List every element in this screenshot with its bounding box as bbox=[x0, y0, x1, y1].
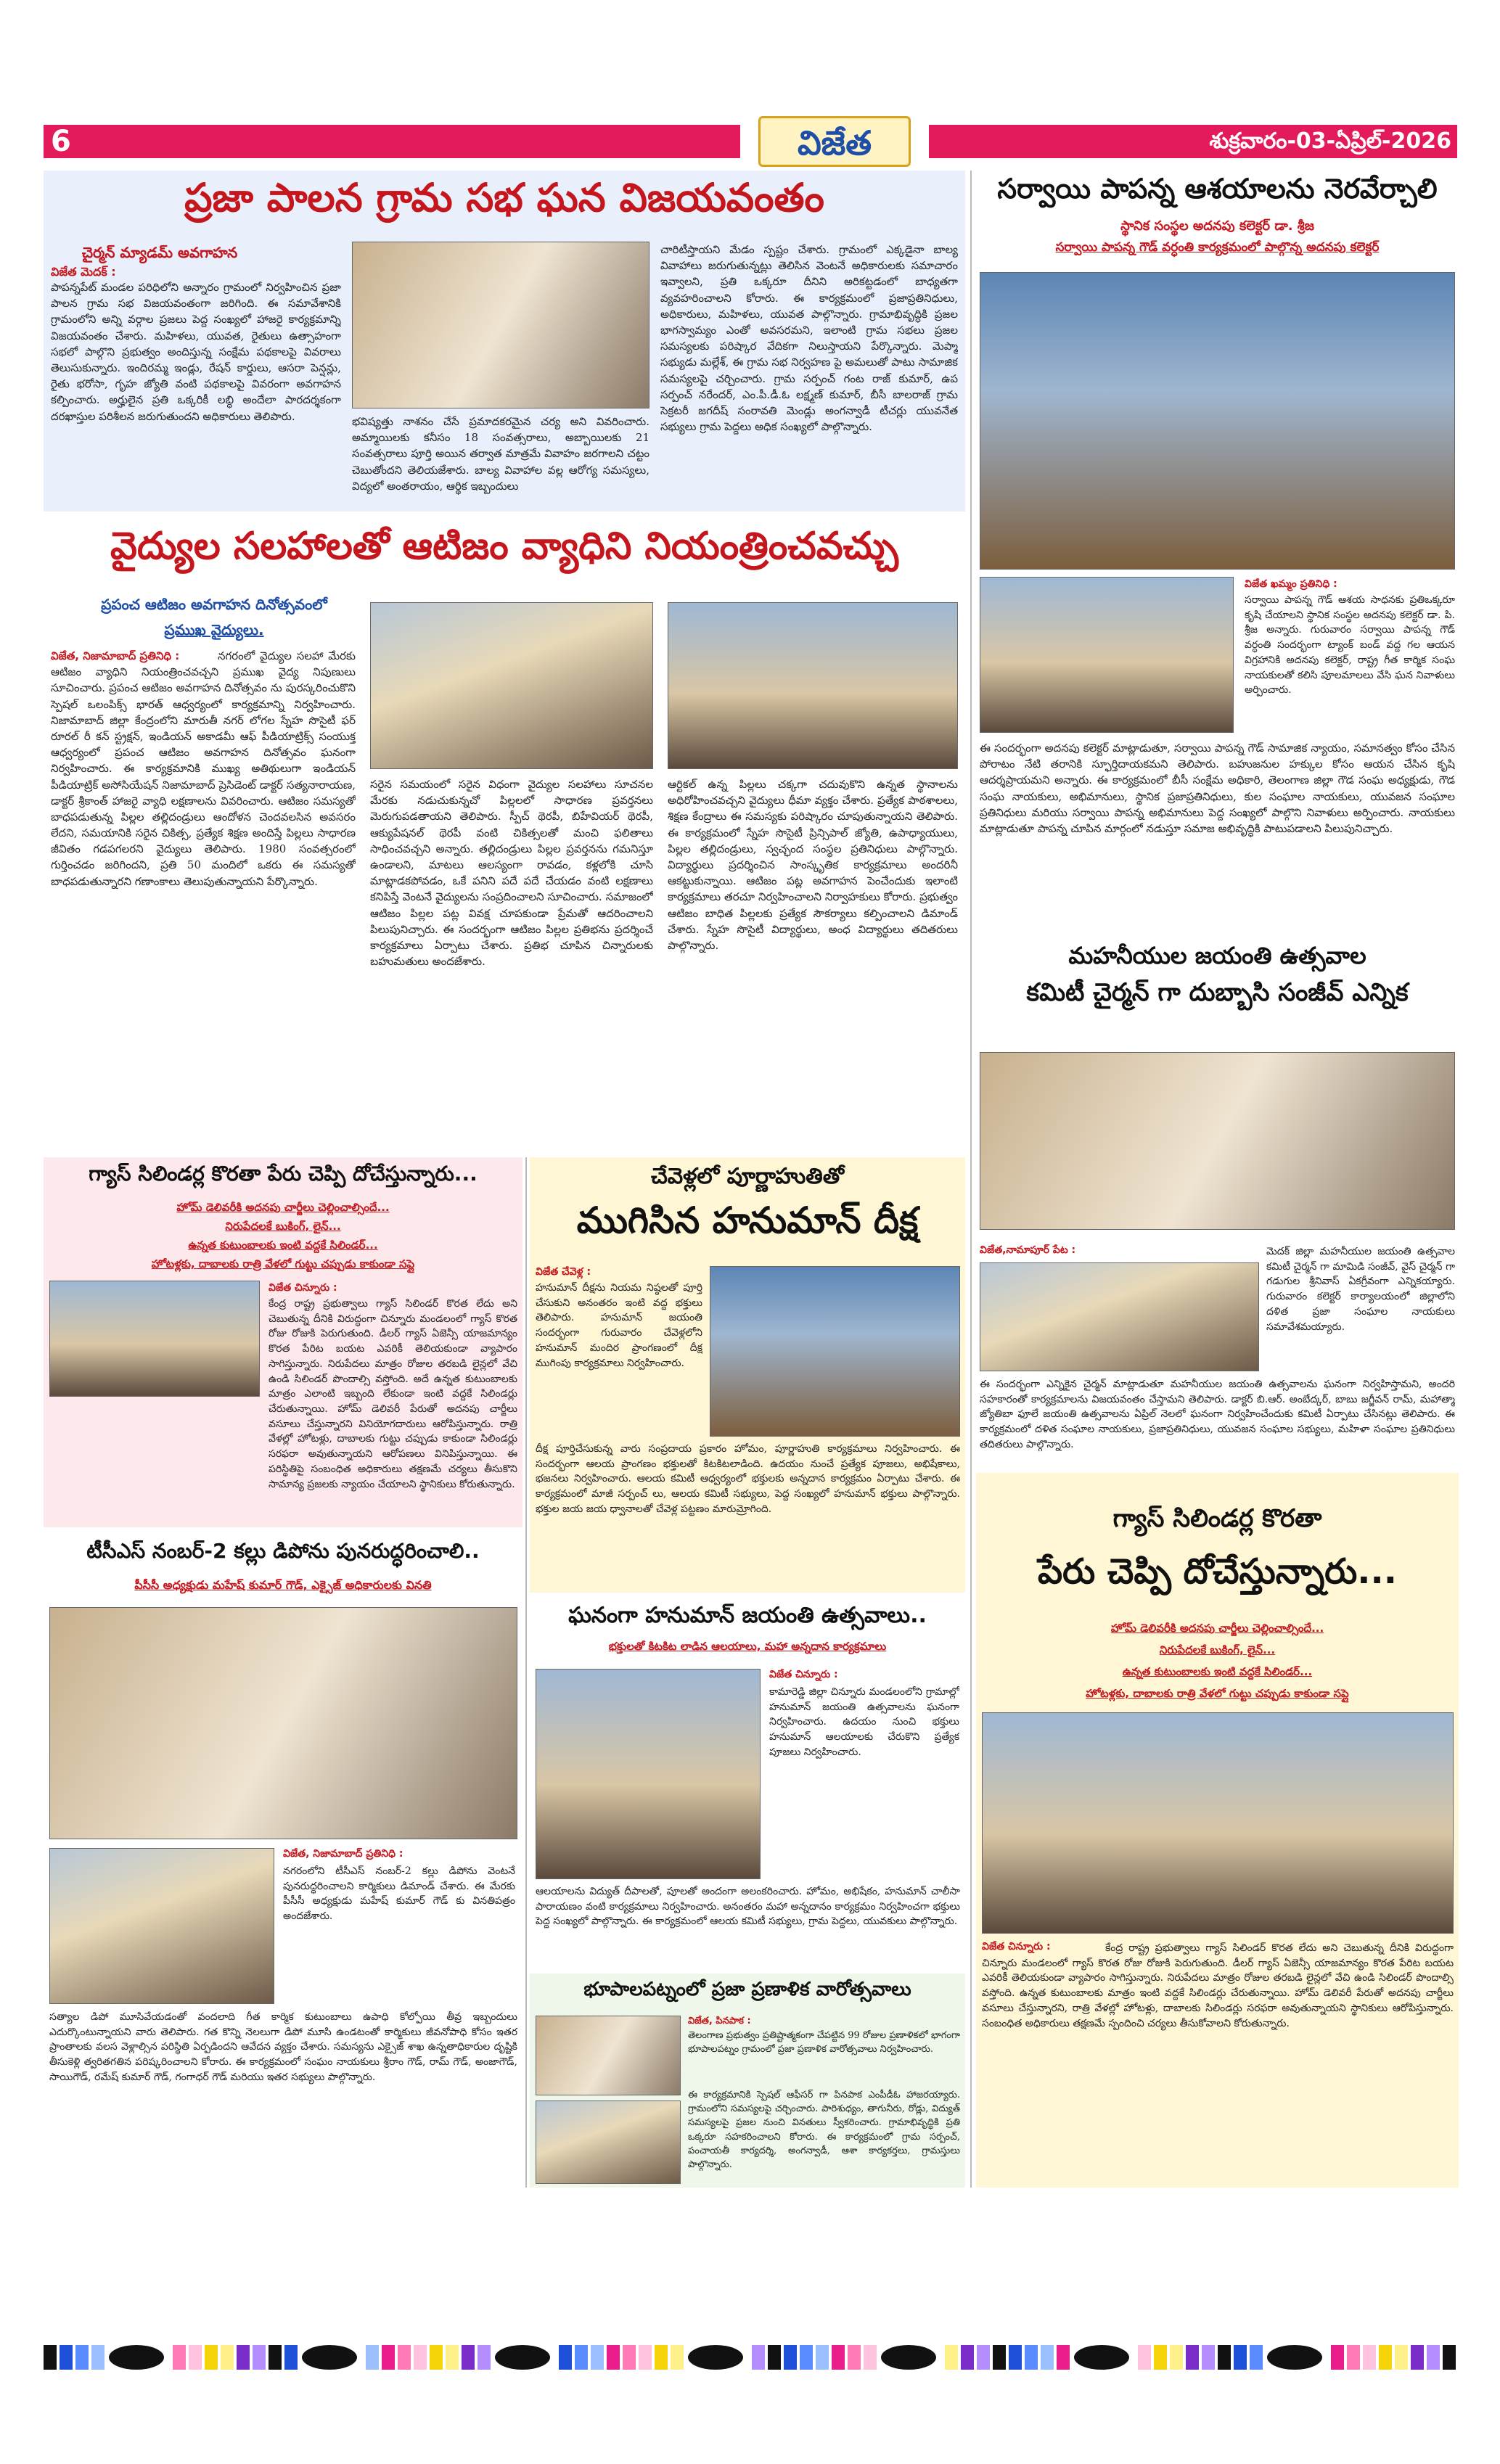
article6-headline: టీసీఎస్ నంబర్-2 కల్లు డిపోను పునరుద్ధరించాలి.. bbox=[86, 1539, 480, 1563]
article5-byline: విజేత చిన్నూరు : bbox=[269, 1282, 337, 1294]
article-papanna bbox=[976, 171, 1459, 932]
masthead bbox=[44, 116, 1457, 167]
registration-swatch bbox=[173, 2345, 186, 2370]
registration-swatch bbox=[414, 2345, 427, 2370]
article8-byline: విజేత చిన్నూరు : bbox=[769, 1669, 838, 1680]
registration-swatch bbox=[430, 2345, 443, 2370]
registration-swatch bbox=[961, 2345, 974, 2370]
registration-swatch bbox=[1395, 2345, 1408, 2370]
article-kallu-depot bbox=[44, 1535, 522, 2188]
article1-col2: భవిష్యత్తు నాశనం చేసే ప్రమాదకరమైన చర్య అని వివరించారు. అమ్మాయిలకు కనీసం 18 సంవత్సరాలు, అబ్బాయిలకు 21 సంవత్సరాలు పూర్తి అయిన తర్వాత మాత్రమే వివాహం జరగాలని చట్టం చెబుతోందని తెలియజేశారు. బాల్య వివాహాల వల్ల ఆరోగ్య సమస్యలు, విద్యలో అంతరాయం, ఆర్థిక ఇబ్బందులు bbox=[352, 415, 649, 493]
registration-swatch bbox=[1154, 2345, 1167, 2370]
registration-swatch bbox=[1250, 2345, 1263, 2370]
masthead-left-bar bbox=[44, 125, 740, 158]
article7-kicker: చేవెళ్లలో పూర్ణాహుతితో bbox=[650, 1164, 845, 1189]
registration-swatch bbox=[559, 2345, 572, 2370]
registration-swatch bbox=[1170, 2345, 1183, 2370]
registration-swatch bbox=[1025, 2345, 1038, 2370]
registration-swatch bbox=[639, 2345, 652, 2370]
registration-swatch bbox=[784, 2345, 797, 2370]
article-gas-shortage-right bbox=[976, 1473, 1459, 2188]
registration-swatch bbox=[1443, 2345, 1456, 2370]
article8-headline: ఘనంగా హనుమాన్ జయంతి ఉత్సవాలు.. bbox=[568, 1603, 927, 1628]
article6-byline: విజేత, నిజామాబాద్ ప్రతినిధి : bbox=[283, 1848, 403, 1860]
article8-subhead: భక్తులతో కిటకిట లాడిన ఆలయాలు, మహా అన్నదాన కార్యక్రమాలు bbox=[608, 1640, 887, 1653]
article1-col3: చారిటీస్తాయని మేడం స్పష్టం చేశారు. గ్రామంలో ఎక్కడైనా బాల్య వివాహాలు జరుగుతున్నట్లు తెలిసిన వెంటనే అధికారులకు సమాచారం ఇవ్వాలని, ప్రతి ఒక్కరూ దీనిని అరికట్టడంలో బాధ్యతగా వ్యవహరించాలని కోరారు. ఈ కార్యక్రమంలో ప్రజాప్రతినిధులు, అధికారులు, మహిళలు, యువత పాల్గొన్నారు. గ్రామాభివృద్ధికి ప్రజల భాగస్వామ్యం ఎంతో అవసరమని, ఇలాంటి గ్రామ సభలు ప్రజల సమస్యలకు పరిష్కార వేదికగా నిలుస్తాయని పేర్కొన్నారు. మెప్మా సభ్యుడు మల్లేశ్, ఈ గ్రామ సభ నిర్వహణ పై అమలుతో పాటు సామాజిక సమస్యలపై చర్చించారు. గ్రామ సర్పంచ్ గంట రాజ్ కుమార్, ఉప సర్పంచ్ నరేందర్, ఎం.పీ.డీ.ఓ లక్ష్మణ్ కుమార్, బీసీ బాలరాజ్ గ్రామ సెక్రటరీ జగదీష్ సంరావతి మెండ్లు అంగన్వాడీ టీచర్లు యువనేత సభ్యులు గ్రామ పెద్దలు అధిక సంఖ్యలో పాల్గొన్నారు. bbox=[660, 243, 958, 434]
article3-headline: సర్వాయి పాపన్న ఆశయాలను నెరవేర్చాలి bbox=[997, 173, 1438, 205]
article10-headline-2: పేరు చెప్పి దోచేస్తున్నారు... bbox=[1038, 1551, 1397, 1592]
registration-swatch bbox=[768, 2345, 781, 2370]
registration-swatch bbox=[591, 2345, 604, 2370]
registration-swatch bbox=[1411, 2345, 1424, 2370]
registration-swatch bbox=[91, 2345, 104, 2370]
registration-swatch bbox=[977, 2345, 990, 2370]
article-hanuman-deeksha bbox=[530, 1157, 965, 1593]
article-autism bbox=[44, 519, 965, 1150]
registration-oval bbox=[1267, 2345, 1322, 2370]
article5-body: కేంద్ర రాష్ట్ర ప్రభుత్వాలు గ్యాస్ సిలిండర్ కొరత లేదు అని చెబుతున్న దీనికి విరుద్ధంగా చిన్నూరు మండలంలో గ్యాస్ కొరత రోజు రోజుకి పెరుగుతుంది. డీలర్ గ్యాస్ ఏజెన్సీ యాజమాన్యం కొరత పేరిట బయట ఎవరికీ తెలియకుండా వ్యాపారం సాగిస్తున్నారు. నిరుపేదలు మాత్రం రోజుల తరబడి లైన్లలో వేచి ఉండి సిలిండర్ పొందాల్సి వస్తోంది. అదే ఉన్నత కుటుంబాలకు మాత్రం ఎలాంటి ఇబ్బంది లేకుండా ఇంటి వద్దకే సిలిండర్లు చేరుతున్నాయి. హోమ్ డెలివరీ పేరుతో అదనపు చార్జీలు వసూలు చేస్తున్నారని వినియోగదారులు ఆరోపిస్తున్నారు. రాత్రి వేళల్లో హోటళ్లు, దాబాలకు గుట్టు చప్పుడు కాకుండా సిలిండర్లు సరఫరా అవుతున్నాయని ఆరోపణలు వినిపిస్తున్నాయి. ఈ పరిస్థితిపై సంబంధిత అధికారులు తక్షణమే చర్యలు తీసుకొని సామాన్య ప్రజలకు న్యాయం చేయాలని స్థానికులు కోరుతున్నారు. bbox=[269, 1298, 517, 1490]
page-number: 6 bbox=[51, 125, 71, 158]
article4-headline-2: కమిటీ చైర్మన్ గా దుబ్బాసి సంజీవ్ ఎన్నిక bbox=[1026, 978, 1409, 1007]
registration-swatch bbox=[269, 2345, 282, 2370]
registration-swatch bbox=[1041, 2345, 1054, 2370]
article2-col2: సరైన సమయంలో సరైన విధంగా వైద్యుల సలహాలు సూచనల మేరకు నడుచుకున్నచో పిల్లలలో సాధారణ ప్రవర్తనలు మెరుగుపడతాయని తెలిపారు. స్పీచ్ థెరపీ, బిహేవియర్ థెరపీ, ఆక్యుపేషనల్ థెరపీ వంటి చికిత్సలతో మంచి ఫలితాలు సాధించవచ్చని అన్నారు. తల్లిదండ్రులు పిల్లల ప్రవర్తనను గమనిస్తూ ఉండాలని, మాటలు ఆలస్యంగా రావడం, కళ్లలోకి చూసి మాట్లాడకపోవడం, ఒకే పనిని పదే పదే చేయడం వంటి లక్షణాలు కనిపిస్తే వెంటనే వైద్యులను సంప్రదించాలని సూచించారు. సమాజంలో ఆటిజం పిల్లల పట్ల వివక్ష చూపకుండా ప్రేమతో ఆదరించాలని పిలుపునిచ్చారు. ఈ సందర్భంగా ఆటిజం పిల్లల ప్రతిభను ప్రదర్శించే కార్యక్రమాలు ఏర్పాటు చేశారు. ప్రతిభ చూపిన చిన్నారులకు బహుమతులు అందజేశారు. bbox=[370, 778, 653, 969]
registration-swatch bbox=[1379, 2345, 1392, 2370]
article3-photo-1 bbox=[980, 272, 1455, 570]
article10-photo bbox=[982, 1712, 1454, 1934]
article7-byline: విజేత చేవెళ్ల : bbox=[536, 1266, 591, 1278]
article1-headline: ప్రజా పాలన గ్రామ సభ ఘన విజయవంతం bbox=[184, 175, 824, 221]
article6-photo-2 bbox=[49, 1848, 274, 2004]
registration-swatch bbox=[366, 2345, 379, 2370]
article-committee bbox=[976, 943, 1459, 1466]
article2-col1: నగరంలో వైద్యుల సలహా మేరకు ఆటిజం వ్యాధిని నియంత్రించవచ్చని ప్రముఖ వైద్య నిపుణులు సూచించారు. ప్రపంచ ఆటిజం అవగాహన దినోత్సవం ను పురస్కరించుకొని స్పెషల్ ఒలంపిక్స్ భారత్ ఆధ్వర్యంలో కార్యక్రమాన్ని నిర్వహించారు. నిజామాబాద్ జిల్లా కేంద్రంలోని మారుతీ నగర్ లోగల స్నేహ సొసైటీ ఫర్ రూరల్ రీ కన్ స్ట్రక్షన్, ఇండియన్ అకాడమీ ఆఫ్ పీడియాట్రిక్స్ సంయుక్త ఆధ్వర్యంలో ప్రపంచ ఆటిజం అవగాహన దినోత్సవం ఘనంగా నిర్వహించారు. ఈ కార్యక్రమానికి ముఖ్య అతిథులుగా ఇండియన్ పీడియాట్రిక్ అసోసియేషన్ నిజామాబాద్ ప్రెసిడెంట్ డాక్టర్ సత్యనారాయణ, డాక్టర్ శ్రీకాంత్ హాజరై వ్యాధి లక్షణాలను వివరించారు. ఆటిజం సమస్యతో బాధపడుతున్న పిల్లల తల్లిదండ్రులు ఆందోళన చెందవలసిన అవసరం లేదని, సమయానికి సరైన చికిత్స, ప్రత్యేక శిక్షణ అందిస్తే పిల్లలు సాధారణ జీవితం గడపగలరని వైద్యులు తెలిపారు. 1980 సంవత్సరంలో గుర్తించడం జరిగిందని, ప్రతి 50 మందిలో ఒకరు ఈ సమస్యతో బాధపడుతున్నారని గణాంకాలు తెలుపుతున్నాయని పేర్కొన్నారు. bbox=[51, 649, 356, 888]
article10-sub-3: ఉన్నత కుటుంబాలకు ఇంటి వద్దకే సిలిండర్... bbox=[1122, 1665, 1313, 1678]
article1-byline: విజేత మెదక్ : bbox=[51, 265, 116, 279]
registration-swatch bbox=[398, 2345, 411, 2370]
article4-body: ఈ సందర్భంగా ఎన్నికైన చైర్మన్ మాట్లాడుతూ మహనీయుల జయంతి ఉత్సవాలను ఘనంగా నిర్వహిస్తామని, అందరి సహకారంతో కార్యక్రమాలను విజయవంతం చేస్తామని తెలిపారు. డాక్టర్ బి.ఆర్. అంబేద్కర్, బాబు జగ్జీవన్ రామ్, మహాత్మా జ్యోతిబా ఫూలే జయంతి ఉత్సవాలను ఏప్రిల్ నెలలో ఘనంగా నిర్వహించేందుకు కమిటీ ఏర్పాటు చేసినట్లు తెలిపారు. ఈ కార్యక్రమంలో దళిత సంఘాల నాయకులు, ప్రజాప్రతినిధులు, యువజన సంఘాల సభ్యులు, మహిళా సంఘాల ప్రతినిధులు తదితరులు పాల్గొన్నారు. bbox=[980, 1379, 1455, 1450]
article9-headline: భూపాలపట్నంలో ప్రజా ప్రణాళిక వారోత్సవాలు bbox=[583, 1979, 911, 2000]
registration-oval bbox=[302, 2345, 357, 2370]
article6-side-text: నగరంలోని టీసీఎస్ నంబర్-2 కల్లు డిపోను వెంటనే పునరుద్ధరించాలని కార్మికులు డిమాండ్ చేశారు. ఈ మేరకు పీసీసీ అధ్యక్షుడు మహేష్ కుమార్ గౌడ్ కు వినతిపత్రం అందజేశారు. bbox=[283, 1865, 515, 1923]
article10-byline: విజేత చిన్నూరు : bbox=[982, 1941, 1051, 1952]
article2-subhead-1: ప్రపంచ ఆటిజం అవగాహన దినోత్సవంలో bbox=[101, 596, 327, 613]
article10-sub-1: హోమ్ డెలివరీకి అదనపు చార్జీలు చెల్లించాల్సిందే... bbox=[1110, 1622, 1324, 1635]
registration-swatch bbox=[189, 2345, 202, 2370]
article2-subhead-2: ప్రముఖ వైద్యులు. bbox=[164, 621, 264, 638]
registration-oval bbox=[688, 2345, 743, 2370]
article9-photo-1 bbox=[536, 2016, 681, 2095]
article10-body: కేంద్ర రాష్ట్ర ప్రభుత్వాలు గ్యాస్ సిలిండర్ కొరత లేదు అని చెబుతున్న దీనికి విరుద్ధంగా చిన్నూరు మండలంలో గ్యాస్ కొరత రోజు రోజుకి పెరుగుతుంది. డీలర్ గ్యాస్ ఏజెన్సీ యాజమాన్యం కొరత పేరిట బయట ఎవరికీ తెలియకుండా వ్యాపారం సాగిస్తున్నారు. నిరుపేదలు మాత్రం రోజుల తరబడి లైన్లలో వేచి ఉండి సిలిండర్ పొందాల్సి వస్తోంది. ఉన్నత కుటుంబాలకు మాత్రం ఇంటి వద్దకే సిలిండర్లు చేరుతున్నాయి. హోమ్ డెలివరీ పేరుతో అదనపు చార్జీలు వసూలు చేస్తున్నారని, రాత్రి వేళల్లో హోటళ్లు, దాబాలకు సిలిండర్లు సరఫరా అవుతున్నాయని స్థానికులు ఆరోపిస్తున్నారు. సంబంధిత అధికారులు తక్షణమే స్పందించి చర్యలు తీసుకోవాలని కోరుతున్నారు. bbox=[982, 1942, 1454, 2029]
article1-col1: పాపన్నపేట్ మండల పరిధిలోని అన్నారం గ్రామంలో నిర్వహించిన ప్రజా పాలన గ్రామ సభ విజయవంతంగా జరిగింది. ఈ సమావేశానికి గ్రామంలోని అన్ని వర్గాల ప్రజలు పెద్ద సంఖ్యలో హాజరై కార్యక్రమాన్ని విజయవంతం చేశారు. మహిళలు, యువత, రైతులు ఉత్సాహంగా సభలో పాల్గొని ప్రభుత్వం అందిస్తున్న సంక్షేమ పథకాలపై వివరాలు తెలుసుకున్నారు. ఇందిరమ్మ ఇండ్లు, రేషన్ కార్డులు, ఆసరా పెన్షన్లు, రైతు భరోసా, గృహ జ్యోతి వంటి పథకాలపై వివరంగా అవగాహన కల్పించారు. అర్హులైన ప్రతి ఒక్కరికీ లబ్ధి అందేలా పారదర్శకంగా దరఖాస్తుల పరిశీలన జరుగుతుందని అధికారులు తెలిపారు. bbox=[51, 281, 341, 423]
registration-swatch bbox=[623, 2345, 636, 2370]
issue-date: శుక్రవారం-03-ఏప్రిల్-2026 bbox=[1209, 128, 1451, 154]
registration-swatch bbox=[1057, 2345, 1070, 2370]
article3-side-text: సర్వాయి పాపన్న గౌడ్ ఆశయ సాధనకు ప్రతిఒక్కరూ కృషి చేయాలని స్థానిక సంస్థల అదనపు కలెక్టర్ డా. పి. శ్రీజ అన్నారు. గురువారం సర్వాయి పాపన్న గౌడ్ వర్ధంతి సందర్భంగా ట్యాంక్ బండ్ వద్ద గల ఆయన విగ్రహానికి అదనపు కలెక్టర్, రాష్ట్ర గీత కార్మిక సంఘ నాయకులతో కలిసి పూలమాలలు వేసి ఘన నివాళులు అర్పించారు. bbox=[1245, 594, 1455, 697]
article3-body: ఈ సందర్భంగా అదనపు కలెక్టర్ మాట్లాడుతూ, సర్వాయి పాపన్న గౌడ్ సామాజిక న్యాయం, సమానత్వం కోసం చేసిన పోరాటం నేటి తరానికి స్ఫూర్తిదాయకమని తెలిపారు. బహుజనుల హక్కుల కోసం ఆయన చేసిన కృషి ఆదర్శప్రాయమని అన్నారు. ఈ కార్యక్రమంలో బీసీ సంక్షేమ అధికారి, తెలంగాణ జిల్లా గౌడ సంఘ అధ్యక్షుడు, గౌడ సంఘ నాయకులు, అభిమానులు, స్థానిక ప్రజాప్రతినిధులు, కుల సంఘాల నాయకులు, యువజన సంఘాల ప్రతినిధులు మరియు సర్వాయి పాపన్న అభిమానులు పెద్ద సంఖ్యలో పాల్గొని నివాళులు అర్పించారు. నాయకులు మాట్లాడుతూ పాపన్న చూపిన మార్గంలో నడుస్తూ సమాజ అభివృద్ధికి పాటుపడాలని పిలుపునిచ్చారు. bbox=[980, 742, 1455, 835]
registration-swatch bbox=[75, 2345, 89, 2370]
article8-photo bbox=[536, 1669, 761, 1879]
registration-swatch bbox=[1427, 2345, 1440, 2370]
registration-swatch bbox=[1331, 2345, 1344, 2370]
article7-body: దీక్ష పూర్తిచేసుకున్న వారు సంప్రదాయ ప్రకారం హోమం, పూర్ణాహుతి కార్యక్రమాలు నిర్వహించారు. ఈ సందర్భంగా ఆలయ ప్రాంగణం భక్తులతో కిటకిటలాడింది. ఉదయం నుంచే ప్రత్యేక పూజలు, అభిషేకాలు, భజనలు నిర్వహించారు. ఆలయ కమిటీ ఆధ్వర్యంలో భక్తులకు అన్నదాన కార్యక్రమం ఏర్పాటు చేశారు. ఈ కార్యక్రమంలో మాజీ సర్పంచ్ లు, ఆలయ కమిటీ సభ్యులు, పెద్ద సంఖ్యలో హనుమాన్ భక్తులు పాల్గొన్నారు. భక్తుల జయ జయ ధ్వానాలతో చేవెళ్ల పట్టణం మారుమ్రోగింది. bbox=[536, 1443, 960, 1515]
article8-body: ఆలయాలను విద్యుత్ దీపాలతో, పూలతో అందంగా అలంకరించారు. హోమం, అభిషేకం, హనుమాన్ చాలీసా పారాయణం వంటి కార్యక్రమాలు నిర్వహించారు. అనంతరం మహా అన్నదానం కార్యక్రమం నిర్వహించగా భక్తులు పెద్ద సంఖ్యలో పాల్గొన్నారు. ఈ కార్యక్రమంలో ఆలయ కమిటీ సభ్యులు, గ్రామ పెద్దలు, యువకులు పాల్గొన్నారు. bbox=[536, 1886, 960, 1928]
article2-headline: వైద్యుల సలహాలతో ఆటిజం వ్యాధిని నియంత్రించవచ్చు bbox=[110, 525, 899, 568]
article10-sub-2: నిరుపేదలకే బుకింగ్, లైన్... bbox=[1159, 1643, 1276, 1656]
registration-swatch bbox=[1218, 2345, 1231, 2370]
article2-photo-2 bbox=[668, 602, 958, 769]
article4-byline: విజేత,నామాపూర్ పేట : bbox=[980, 1244, 1076, 1256]
article9-byline: విజేత, పినపాక : bbox=[688, 2016, 751, 2026]
color-registration-strip bbox=[44, 2344, 1457, 2371]
registration-swatch bbox=[816, 2345, 829, 2370]
article7-side-text: హనుమాన్ దీక్షను నియమ నిష్ఠలతో పూర్తి చేసుకుని అనంతరం ఇంటి వద్ద భక్తులు తెలిపారు. హనుమాన్ జయంతి సందర్భంగా గురువారం చేవెళ్లలోని హనుమాన్ మందిర ప్రాంగణంలో దీక్ష ముగింపు కార్యక్రమాలు నిర్వహించారు. bbox=[536, 1282, 702, 1369]
registration-swatch bbox=[945, 2345, 958, 2370]
registration-swatch bbox=[800, 2345, 813, 2370]
article9-side-text: తెలంగాణ ప్రభుత్వం ప్రతిష్టాత్మకంగా చేపట్టిన 99 రోజుల ప్రణాళికలో భాగంగా భూపాలపట్నం గ్రామంలో ప్రజా ప్రణాళిక వారోత్సవాలు నిర్వహించారు. bbox=[688, 2030, 960, 2056]
article3-subhead-2: సర్వాయి పాపన్న గౌడ్ వర్ధంతి కార్యక్రమంలో పాల్గొన్న అదనపు కలెక్టర్ bbox=[1055, 240, 1380, 255]
article-hanuman-jayanti bbox=[530, 1600, 965, 1966]
registration-swatch bbox=[848, 2345, 861, 2370]
article1-photo bbox=[352, 242, 649, 408]
article5-sub-4: హోటళ్లకు, దాబాలకు రాత్రి వేళలో గుట్టు చప్పుడు కాకుండా సప్లై bbox=[151, 1257, 415, 1270]
article3-photo-2 bbox=[980, 577, 1234, 733]
article8-side-text: కామారెడ్డి జిల్లా చిన్నూరు మండలంలోని గ్రామాల్లో హనుమాన్ జయంతి ఉత్సవాలను ఘనంగా నిర్వహించారు. ఉదయం నుంచి భక్తులు హనుమాన్ ఆలయాలకు చేరుకొని ప్రత్యేక పూజలు నిర్వహించారు. bbox=[769, 1686, 959, 1758]
registration-swatch bbox=[832, 2345, 845, 2370]
article2-photo-1 bbox=[370, 602, 653, 769]
article5-sub-3: ఉన్నత కుటుంబాలకు ఇంటి వద్దకే సిలిండర్... bbox=[188, 1239, 378, 1252]
article5-headline: గ్యాస్ సిలిండర్ల కొరతా పేరు చెప్పి దోచేస్తున్నారు... bbox=[89, 1162, 478, 1186]
registration-swatch bbox=[864, 2345, 877, 2370]
registration-swatch bbox=[752, 2345, 765, 2370]
article3-byline: విజేత ఖమ్మం ప్రతినిధి : bbox=[1245, 578, 1337, 590]
column-rule-1 bbox=[970, 171, 972, 2188]
registration-oval bbox=[1074, 2345, 1129, 2370]
registration-swatch bbox=[1202, 2345, 1215, 2370]
article3-subhead-1: స్థానిక సంస్థల అదనపు కలెక్టర్ డా. శ్రీజ bbox=[1120, 218, 1314, 234]
registration-swatch bbox=[1009, 2345, 1022, 2370]
registration-swatch bbox=[671, 2345, 684, 2370]
registration-oval bbox=[495, 2345, 550, 2370]
registration-oval bbox=[109, 2345, 164, 2370]
registration-swatch bbox=[1347, 2345, 1360, 2370]
article-gas-shortage-left bbox=[44, 1157, 522, 1527]
registration-swatch bbox=[237, 2345, 250, 2370]
article-grama-sabha bbox=[44, 171, 965, 512]
registration-swatch bbox=[446, 2345, 459, 2370]
registration-swatch bbox=[1363, 2345, 1376, 2370]
article6-photo-1 bbox=[49, 1607, 517, 1839]
article7-photo bbox=[710, 1266, 960, 1437]
registration-swatch bbox=[205, 2345, 218, 2370]
registration-swatch bbox=[60, 2345, 73, 2370]
registration-swatch bbox=[284, 2345, 298, 2370]
article2-col3: ఆర్టికల్ ఉన్న పిల్లలు చక్కగా చదువుకొని ఉన్నత స్థానాలను అధిరోహించవచ్చని వైద్యులు ధీమా వ్యక్తం చేశారు. ప్రత్యేక పాఠశాలలు, శిక్షణ కేంద్రాలు ఈ సమస్యకు పరిష్కారం చూపుతున్నాయని తెలిపారు. ఈ కార్యక్రమంలో స్నేహ సొసైటీ ప్రిన్సిపాల్ జ్యోతి, ఉపాధ్యాయులు, పిల్లల తల్లిదండ్రులు, స్వచ్ఛంద సంస్థల ప్రతినిధులు పాల్గొన్నారు. విద్యార్థులు ప్రదర్శించిన సాంస్కృతిక కార్యక్రమాలు అందరినీ ఆకట్టుకున్నాయి. ఆటిజం పట్ల అవగాహన పెంచేందుకు ఇలాంటి కార్యక్రమాలు తరచూ నిర్వహించాలని నిర్వాహకులు కోరారు. ప్రభుత్వం ఆటిజం బాధిత పిల్లలకు ప్రత్యేక సౌకర్యాలు కల్పించాలని డిమాండ్ చేశారు. స్నేహ సొసైటీ విద్యార్థులు, అంధ విద్యార్థులు తదితరులు పాల్గొన్నారు. bbox=[668, 778, 958, 952]
registration-swatch bbox=[382, 2345, 395, 2370]
column-rule-2 bbox=[525, 1157, 527, 2188]
registration-swatch bbox=[1234, 2345, 1247, 2370]
registration-marks bbox=[44, 2344, 1457, 2371]
registration-oval bbox=[881, 2345, 936, 2370]
registration-swatch bbox=[607, 2345, 620, 2370]
article6-subhead: పీసీసీ అధ్యక్షుడు మహేష్ కుమార్ గౌడ్, ఎక్సైజ్ అధికారులకు వినతి bbox=[134, 1578, 432, 1592]
registration-swatch bbox=[1138, 2345, 1151, 2370]
masthead-logo bbox=[758, 116, 911, 167]
registration-swatch bbox=[221, 2345, 234, 2370]
article9-body: ఈ కార్యక్రమానికి స్పెషల్ ఆఫీసర్ గా పినపాక ఎంపీడీఓ హాజరయ్యారు. గ్రామంలోని సమస్యలపై చర్చించారు. పారిశుధ్యం, తాగునీరు, రోడ్లు, విద్యుత్ సమస్యలపై ప్రజల నుంచి వినతులు స్వీకరించారు. గ్రామాభివృద్ధికి ప్రతి ఒక్కరూ సహకరించాలని కోరారు. ఈ కార్యక్రమంలో గ్రామ సర్పంచ్, పంచాయతీ కార్యదర్శి, అంగన్వాడీ, ఆశా కార్యకర్తలు, గ్రామస్తులు పాల్గొన్నారు. bbox=[688, 2090, 960, 2171]
article6-body: సత్యాల డిపో మూసివేయడంతో వందలాది గీత కార్మిక కుటుంబాలు ఉపాధి కోల్పోయి తీవ్ర ఇబ్బందులు ఎదుర్కొంటున్నాయని వారు తెలిపారు. గత కొన్ని నెలలుగా డిపో మూసి ఉండటంతో కార్మికులు జీవనోపాధి కోసం ఇతర ప్రాంతాలకు వలస వెళ్లాల్సిన పరిస్థితి ఏర్పడిందని ఆవేదన వ్యక్తం చేశారు. సమస్యను ఎక్సైజ్ శాఖ ఉన్నతాధికారుల దృష్టికి తీసుకెళ్లి త్వరితగతిన పరిష్కరించాలని కోరారు. ఈ కార్యక్రమంలో సంఘం నాయకులు శ్రీరాం గౌడ్, రామ్ గౌడ్, అంజాగౌడ్, సాయిగౌడ్, రమేష్ కుమార్ గౌడ్, గంగాధర్ గౌడ్ మరియు ఇతర సభ్యులు పాల్గొన్నారు. bbox=[49, 2011, 517, 2083]
article5-sub-2: నిరుపేదలకే బుకింగ్, లైన్... bbox=[225, 1220, 341, 1233]
article9-photo-2 bbox=[536, 2100, 681, 2184]
article2-byline: విజేత, నిజామాబాద్ ప్రతినిధి : bbox=[51, 649, 180, 662]
article7-headline: ముగిసిన హనుమాన్ దీక్ష bbox=[576, 1199, 919, 1241]
article4-photo-group bbox=[980, 1052, 1455, 1230]
registration-swatch bbox=[993, 2345, 1006, 2370]
registration-swatch bbox=[575, 2345, 588, 2370]
registration-swatch bbox=[44, 2345, 57, 2370]
logo-text: విజేత bbox=[797, 123, 872, 163]
registration-swatch bbox=[462, 2345, 475, 2370]
article10-headline-1: గ్యాస్ సిలిండర్ల కొరతా bbox=[1112, 1504, 1322, 1533]
registration-swatch bbox=[478, 2345, 491, 2370]
registration-swatch bbox=[253, 2345, 266, 2370]
registration-swatch bbox=[655, 2345, 668, 2370]
article4-side-text: మెదక్ జిల్లా మహనీయుల జయంతి ఉత్సవాల కమిటీ చైర్మన్ గా మామిడి సంజీవ్, వైస్ చైర్మన్ గా గడుగుల శ్రీనివాస్ ఏకగ్రీవంగా ఎన్నికయ్యారు. గురువారం కలెక్టర్ కార్యాలయంలో జిల్లాలోని దళిత ప్రజా సంఘాల నాయకులు సమావేశమయ్యారు. bbox=[1266, 1246, 1455, 1333]
article4-photo-portraits bbox=[980, 1262, 1259, 1371]
article10-sub-4: హోటళ్లకు, దాబాలకు రాత్రి వేళలో గుట్టు చప్పుడు కాకుండా సప్లై bbox=[1086, 1687, 1349, 1700]
article-bhupalapatnam bbox=[530, 1974, 965, 2188]
article4-headline-1: మహనీయుల జయంతి ఉత్సవాల bbox=[1068, 942, 1366, 969]
article1-subhead: చైర్మన్ మ్యాడమ్ అవగాహన bbox=[81, 244, 238, 261]
article5-sub-1: హోమ్ డెలివరీకి అదనపు చార్జీలు చెల్లించాల్సిందే... bbox=[176, 1201, 390, 1214]
registration-swatch bbox=[1186, 2345, 1199, 2370]
